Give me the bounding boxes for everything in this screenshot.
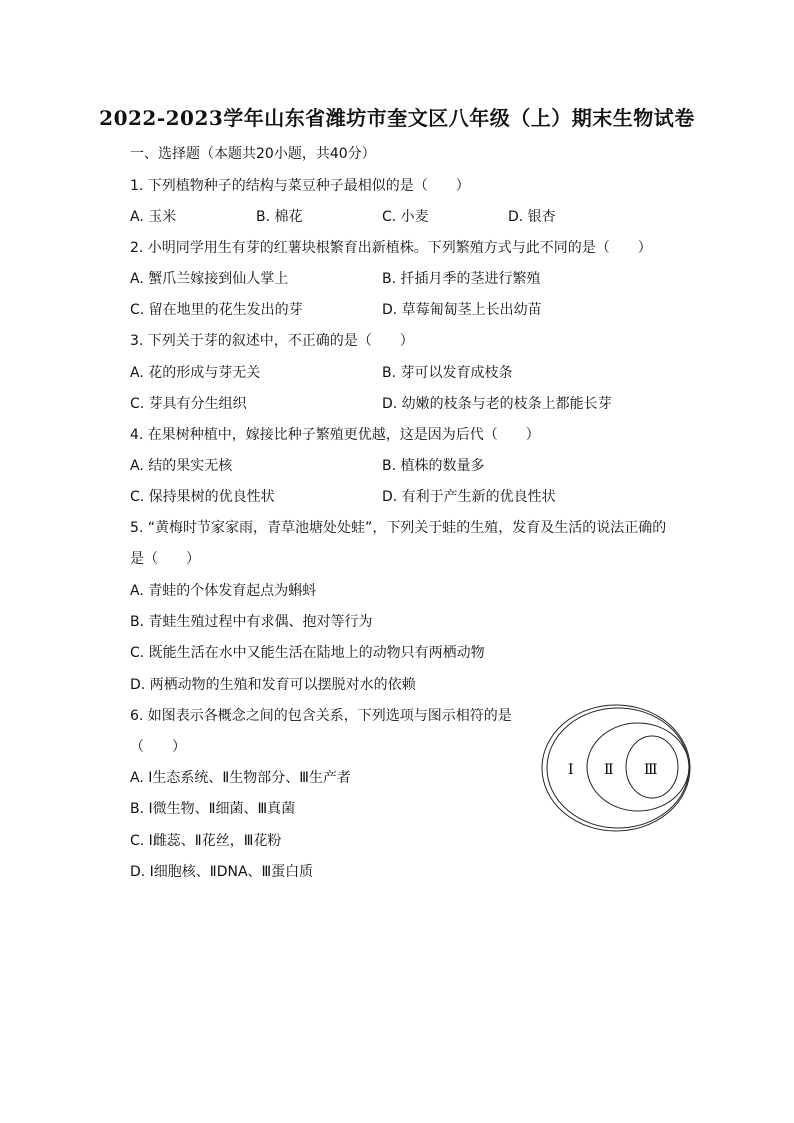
q6-option-d: D. Ⅰ细胞核、ⅡDNA、Ⅲ蛋白质: [130, 864, 314, 880]
q5-option-a: A. 青蛙的个体发育起点为蝌蚪: [130, 583, 317, 599]
label-region-3: Ⅲ: [644, 762, 658, 778]
q4-option-d: D. 有利于产生新的优良性状: [382, 489, 556, 505]
q5-option-c: C. 既能生活在水中又能生活在陆地上的动物只有两栖动物: [130, 645, 485, 661]
q3-option-b: B. 芽可以发育成枝条: [382, 365, 513, 381]
q4-option-c: C. 保持果树的优良性状: [130, 489, 275, 505]
q5-stem-line1: 5. “黄梅时节家家雨，青草池塘处处蛙”，下列关于蛙的生殖，发育及生活的说法正确的: [130, 520, 667, 536]
q4-stem: 4. 在果树种植中，嫁接比种子繁殖更优越，这是因为后代（ ）: [130, 427, 540, 443]
q2-option-d: D. 草莓匍匐茎上长出幼苗: [382, 302, 542, 318]
q1-option-d: D. 银杏: [508, 209, 556, 225]
q2-stem: 2. 小明同学用生有芽的红薯块根繁育出新植株。下列繁殖方式与此不同的是（ ）: [130, 240, 652, 256]
circle-outer-1: [542, 705, 690, 831]
q2-option-a: A. 蟹爪兰嫁接到仙人掌上: [130, 271, 289, 287]
q6-option-a: A. Ⅰ生态系统、Ⅱ生物部分、Ⅲ生产者: [130, 770, 351, 786]
q5-option-d: D. 两栖动物的生殖和发育可以摆脱对水的依赖: [130, 677, 416, 693]
exam-title: 2022-2023学年山东省潍坊市奎文区八年级（上）期末生物试卷: [99, 106, 695, 130]
q6-option-b: B. Ⅰ微生物、Ⅱ细菌、Ⅲ真菌: [130, 801, 296, 817]
q3-option-d: D. 幼嫩的枝条与老的枝条上都能长芽: [382, 396, 612, 412]
q6-option-c: C. Ⅰ雌蕊、Ⅱ花丝，Ⅲ花粉: [130, 833, 282, 849]
q2-option-b: B. 扦插月季的茎进行繁殖: [382, 271, 541, 287]
q4-option-a: A. 结的果实无核: [130, 458, 233, 474]
q1-option-c: C. 小麦: [382, 209, 429, 225]
q5-stem-line2: 是（ ）: [130, 551, 200, 567]
q3-option-a: A. 花的形成与芽无关: [130, 365, 261, 381]
q4-option-b: B. 植株的数量多: [382, 458, 485, 474]
circle-middle: [587, 723, 689, 811]
nested-circles-diagram: [540, 703, 692, 833]
q1-stem: 1. 下列植物种子的结构与菜豆种子最相似的是（ ）: [130, 178, 470, 194]
label-region-1: Ⅰ: [568, 762, 574, 778]
q5-option-b: B. 青蛙生殖过程中有求偶、抱对等行为: [130, 614, 373, 630]
q3-option-c: C. 芽具有分生组织: [130, 396, 247, 412]
q3-stem: 3. 下列关于芽的叙述中，不正确的是（ ）: [130, 333, 414, 349]
q6-stem-line1: 6. 如图表示各概念之间的包含关系，下列选项与图示相符的是: [130, 708, 512, 724]
q1-option-a: A. 玉米: [130, 209, 177, 225]
q1-option-b: B. 棉花: [256, 209, 303, 225]
section-heading: 一、选择题（本题共20小题，共40分）: [130, 146, 376, 162]
label-region-2: Ⅱ: [604, 762, 614, 778]
q6-stem-line2: （ ）: [130, 739, 186, 755]
q2-option-c: C. 留在地里的花生发出的芽: [130, 302, 303, 318]
